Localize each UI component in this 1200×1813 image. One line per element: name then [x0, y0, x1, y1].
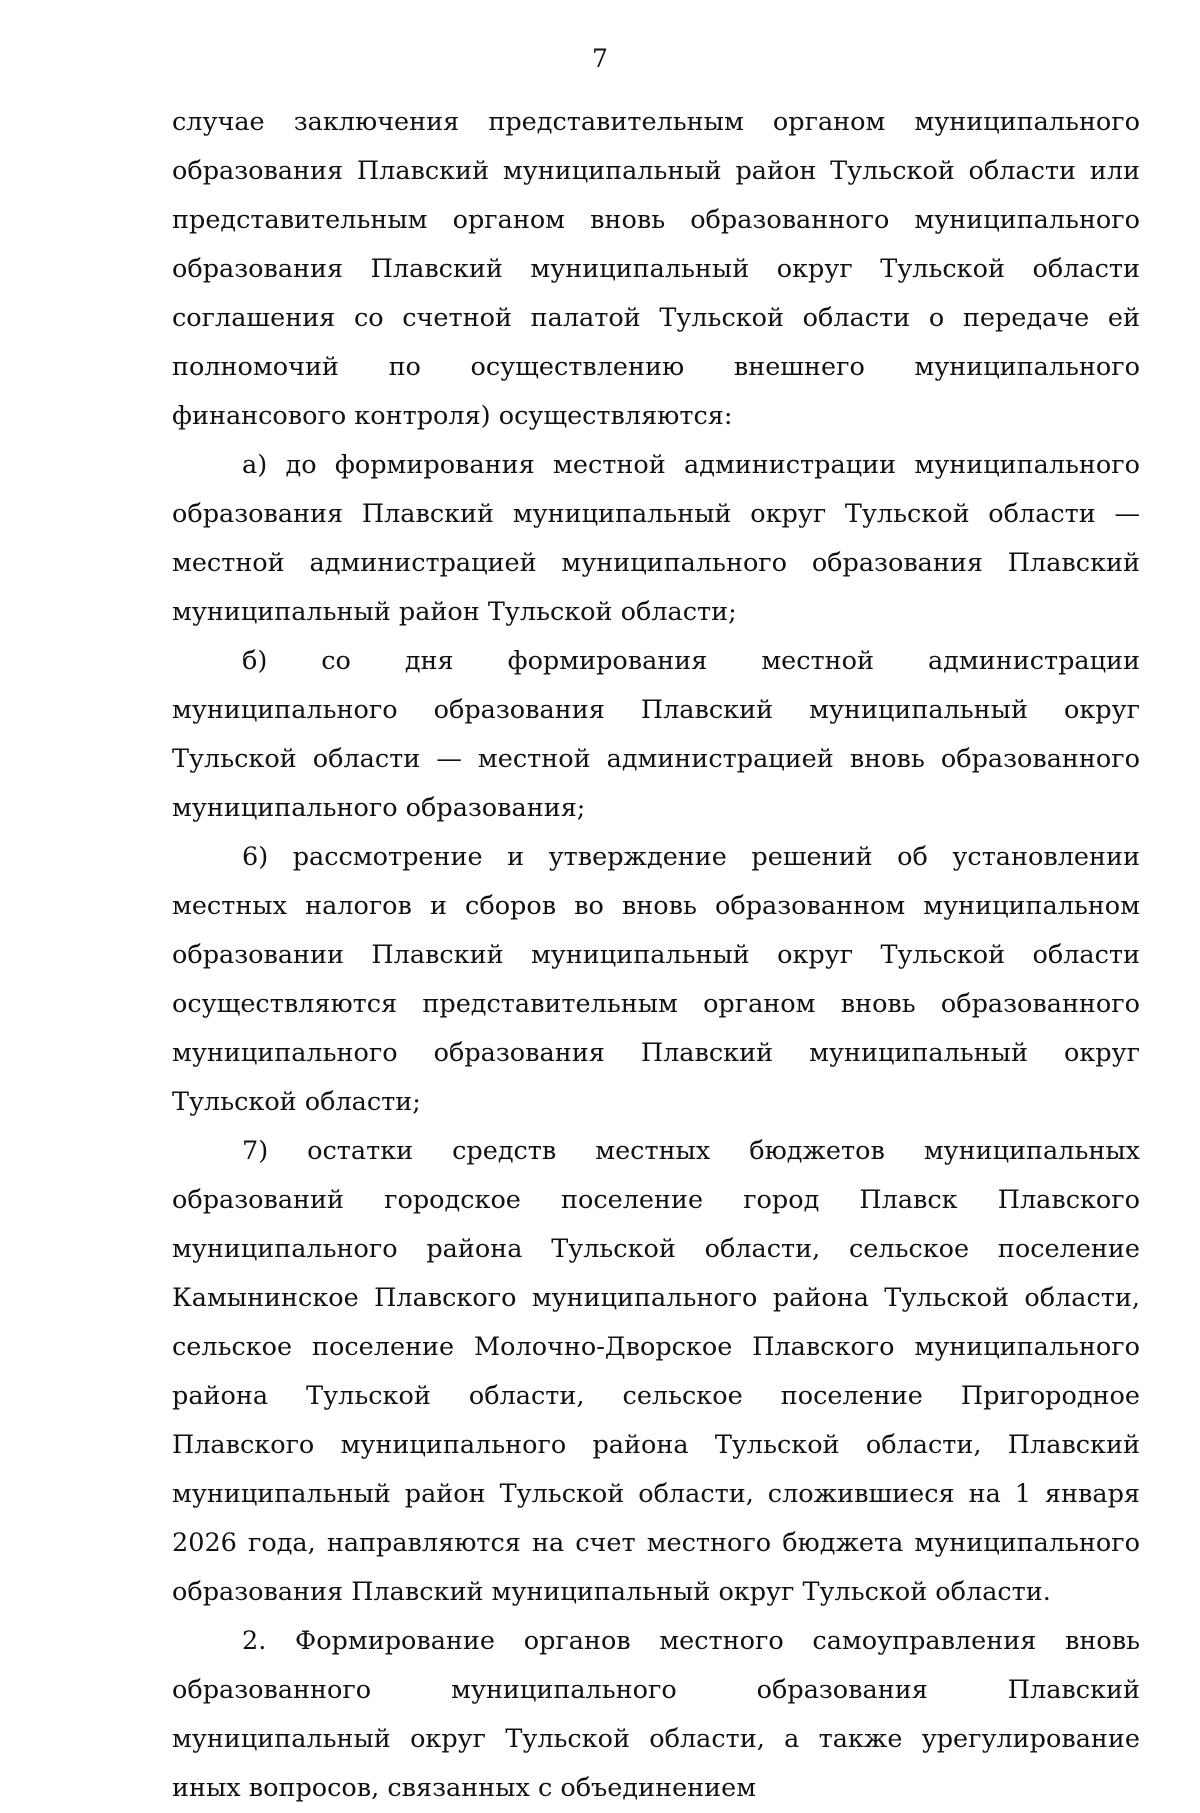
paragraph-section-2: 2. Формирование органов местного самоуправления вновь образованного муниципального образования Плавский муниципальный округ Тульской области, а также урегулирование иных вопросов, связанных с объединением — [172, 1626, 1140, 1803]
paragraph-item-6: 6) рассмотрение и утверждение решений об установлении местных налогов и сборов во вновь образованном муниципальном образовании Плавский муниципальный округ Тульской области осуществляются представительным органом вновь образованного муниципального образования Плавский муниципальный округ Тульской области; — [172, 842, 1140, 1117]
paragraph-item-7: 7) остатки средств местных бюджетов муниципальных образований городское поселение город Плавск Плавского муниципального района Тульской области, сельское поселение Камынинское Плавского муниципального района Тульской области, сельское поселение Молочно-Дворское Плавского муниципального района Тульской области, сельское поселение Пригородное Плавского муниципального района Тульской области, Плавский муниципальный район Тульской области, сложившиеся на 1 января 2026 года, направляются на счет местного бюджета муниципального образования Плавский муниципальный округ Тульской области. — [172, 1136, 1140, 1607]
paragraph-item-a: а) до формирования местной администрации муниципального образования Плавский муниципальный округ Тульской области — местной администрацией муниципального образования Плавский муниципальный район Тульской области; — [172, 450, 1140, 627]
page-number: 7 — [592, 44, 608, 73]
paragraph-item-b: б) со дня формирования местной администрации муниципального образования Плавский муниципальный округ Тульской области — местной администрацией вновь образованного муниципального образования; — [172, 646, 1140, 823]
document-body — [172, 98, 1140, 1813]
paragraph-continuation: случае заключения представительным органом муниципального образования Плавский муниципальный район Тульской области или представительным органом вновь образованного муниципального образования Плавский муниципальный округ Тульской области соглашения со счетной палатой Тульской области о передаче ей полномочий по осуществлению внешнего муниципального финансового контроля) осуществляются: — [172, 107, 1140, 431]
